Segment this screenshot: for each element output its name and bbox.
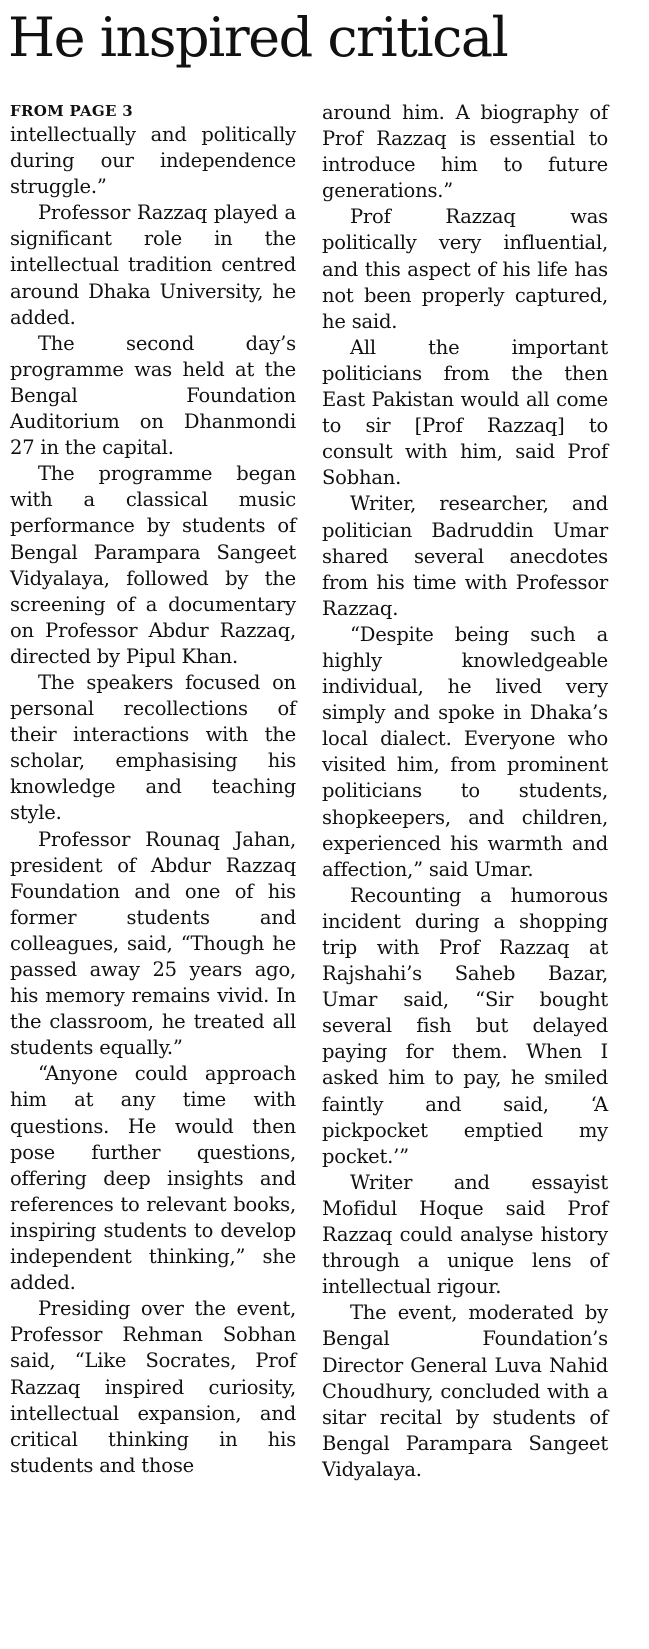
paragraph: “Anyone could approach him at any time with questions. He would then pose further questions, offering deep insights and references to relevant books, inspiring students to develop independent thinking,” she added.	[10, 1062, 296, 1295]
paragraph: Presiding over the event, Professor Rehman Sobhan said, “Like Socrates, Prof Razzaq inspired curiosity, intellectual expansion, and critical thinking in his students and those	[10, 1297, 296, 1477]
paragraph: All the important politicians from the then East Pakistan would all come to sir [Prof Razzaq] to consult with him, said Prof Sobhan.	[322, 335, 608, 490]
paragraph: intellectually and politically during our independence struggle.”	[10, 123, 296, 199]
paragraph: The speakers focused on personal recollections of their interactions with the scholar, emphasising his knowledge and teaching style.	[10, 670, 296, 825]
paragraph: Prof Razzaq was politically very influential, and this aspect of his life has not been properly captured, he said.	[322, 205, 608, 333]
paragraph: Writer, researcher, and politician Badruddin Umar shared several anecdotes from his time with Professor Razzaq.	[322, 492, 608, 620]
paragraph: The second day’s programme was held at the Bengal Foundation Auditorium on Dhanmondi 27 in the capital.	[10, 331, 296, 460]
article-column-right	[322, 100, 608, 1483]
headline: He inspired critical	[8, 6, 508, 69]
jump-line: FROM PAGE 3	[10, 102, 134, 120]
paragraph: Recounting a humorous incident during a shopping trip with Prof Razzaq at Rajshahi’s Saheb Bazar, Umar said, “Sir bought several fish but delayed paying for them. When I asked him to pay, he smiled faintly and said, ‘A pickpocket emptied my pocket.’”	[322, 883, 608, 1168]
article-column-left	[10, 100, 296, 1479]
paragraph: around him. A biography of Prof Razzaq is essential to introduce him to future generations.”	[322, 101, 608, 203]
paragraph: “Despite being such a highly knowledgeable individual, he lived very simply and spoke in Dhaka’s local dialect. Everyone who visited him, from prominent politicians to students, shopkeepers, and children, experienced his warmth and affection,” said Umar.	[322, 622, 608, 881]
paragraph: The programme began with a classical music performance by students of Bengal Parampara Sangeet Vidyalaya, followed by the screening of a documentary on Professor Abdur Razzaq, directed by Pipul Khan.	[10, 462, 296, 668]
paragraph: Professor Razzaq played a significant role in the intellectual tradition centred around Dhaka University, he added.	[10, 201, 296, 329]
paragraph: Professor Rounaq Jahan, president of Abdur Razzaq Foundation and one of his former students and colleagues, said, “Though he passed away 25 years ago, his memory remains vivid. In the classroom, he treated all students equally.”	[10, 827, 296, 1060]
paragraph: Writer and essayist Mofidul Hoque said Prof Razzaq could analyse history through a unique lens of intellectual rigour.	[322, 1170, 608, 1299]
paragraph: The event, moderated by Bengal Foundation’s Director General Luva Nahid Choudhury, concluded with a sitar recital by students of Bengal Parampara Sangeet Vidyalaya.	[322, 1301, 608, 1481]
